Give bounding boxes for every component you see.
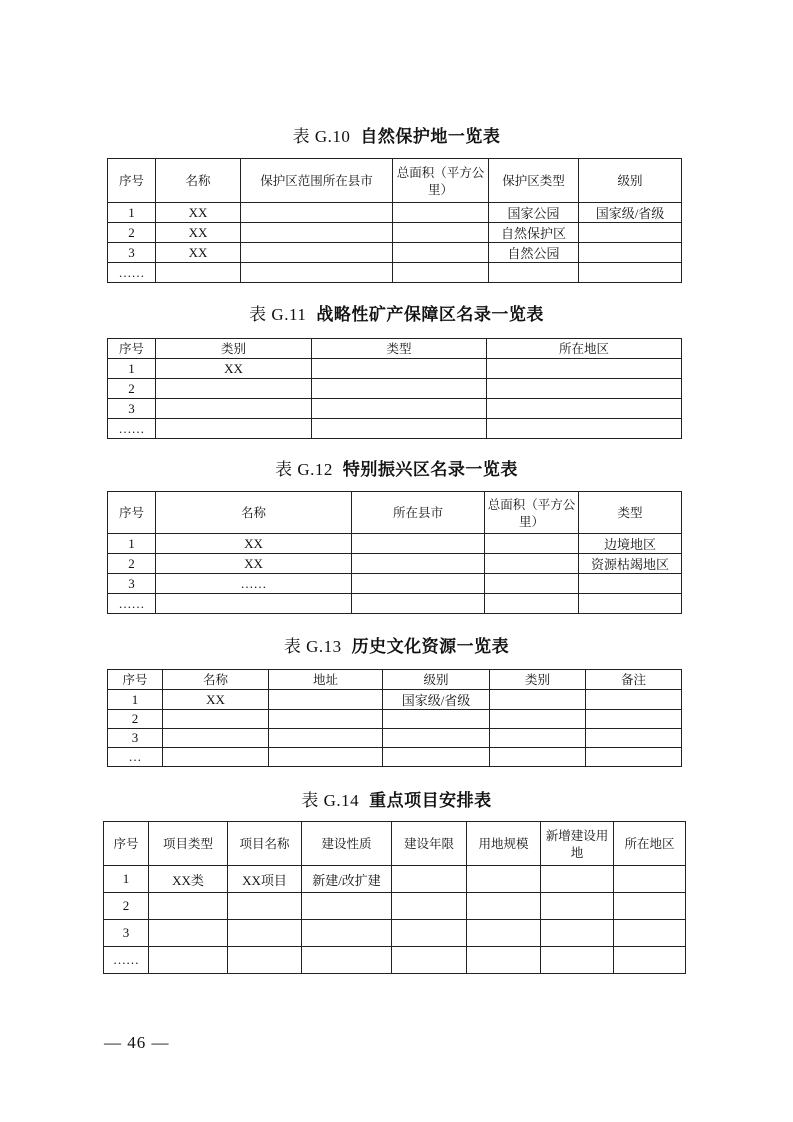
table-row: [108, 710, 682, 729]
protected-areas-table: [107, 158, 682, 283]
table-cell: 3: [108, 574, 156, 594]
column-header: 所在县市: [352, 492, 485, 534]
table-row: [108, 359, 682, 379]
table-name: 战略性矿产保障区名录一览表: [316, 305, 544, 325]
key-projects-table: [103, 821, 686, 974]
table-cell: [541, 947, 614, 974]
table-cell: 国家级/省级: [579, 203, 682, 223]
column-header: 序号: [108, 670, 163, 690]
table-cell: [579, 223, 682, 243]
column-header: 类别: [490, 670, 586, 690]
table-cell: 边境地区: [579, 534, 682, 554]
column-header: 名称: [156, 159, 241, 203]
column-header: 地址: [269, 670, 383, 690]
table-cell: [541, 893, 614, 920]
table-cell: [312, 399, 487, 419]
column-header: 建设年限: [392, 822, 467, 866]
table-row: [108, 243, 682, 263]
table-row: [104, 920, 686, 947]
table-cell: [228, 893, 302, 920]
table-cell: 2: [108, 554, 156, 574]
table-cell: [490, 729, 586, 748]
table-title: [0, 786, 793, 811]
table-row: [108, 263, 682, 283]
table-cell: [228, 947, 302, 974]
table-cell: [467, 866, 541, 893]
table-cell: [393, 243, 489, 263]
column-header: 类别: [156, 339, 312, 359]
column-header: 级别: [579, 159, 682, 203]
table-cell: [393, 263, 489, 283]
table-cell: [163, 729, 269, 748]
table-cell: [149, 947, 228, 974]
table-row: [108, 574, 682, 594]
table-cell: [392, 866, 467, 893]
table-cell: [579, 263, 682, 283]
table-cell: [383, 710, 490, 729]
column-header: 序号: [108, 492, 156, 534]
table-cell: [467, 920, 541, 947]
cultural-heritage-table: [107, 669, 682, 767]
table-cell: [312, 379, 487, 399]
table-cell: [312, 359, 487, 379]
table-cell: [228, 920, 302, 947]
table-row: [108, 399, 682, 419]
table-cell: [302, 947, 392, 974]
table-cell: [269, 748, 383, 767]
table-code: 表 G.12: [275, 460, 333, 479]
table-row: [104, 893, 686, 920]
table-cell: [485, 594, 579, 614]
column-header: 序号: [108, 339, 156, 359]
table-cell: [241, 263, 393, 283]
table-cell: 3: [104, 920, 149, 947]
table-cell: XX: [156, 243, 241, 263]
column-header: 保护区类型: [489, 159, 579, 203]
table-code: 表 G.10: [292, 127, 351, 146]
table-row: [104, 866, 686, 893]
table-cell: 1: [104, 866, 149, 893]
table-cell: [302, 920, 392, 947]
column-header: 总面积（平方公里）: [485, 492, 579, 534]
table-cell: [156, 263, 241, 283]
column-header: 序号: [104, 822, 149, 866]
table-cell: 1: [108, 534, 156, 554]
table-row: [108, 379, 682, 399]
table-cell: 2: [108, 710, 163, 729]
table-cell: [487, 399, 682, 419]
table-row: [108, 203, 682, 223]
table-cell: [489, 263, 579, 283]
table-cell: ……: [104, 947, 149, 974]
table-row: [108, 223, 682, 243]
table-cell: [579, 243, 682, 263]
column-header: 建设性质: [302, 822, 392, 866]
table-cell: [163, 748, 269, 767]
table-title: [0, 455, 793, 480]
column-header: 保护区范围所在县市: [241, 159, 393, 203]
column-header: 名称: [163, 670, 269, 690]
table-cell: [467, 893, 541, 920]
table-cell: [614, 866, 686, 893]
table-cell: [467, 947, 541, 974]
table-cell: [586, 690, 682, 710]
table-cell: XX项目: [228, 866, 302, 893]
column-header: 名称: [156, 492, 352, 534]
column-header: 所在地区: [614, 822, 686, 866]
table-cell: [393, 223, 489, 243]
column-header: 新增建设用地: [541, 822, 614, 866]
strategic-minerals-table: [107, 338, 682, 439]
table-cell: [541, 866, 614, 893]
table-cell: [490, 748, 586, 767]
table-header-row: [108, 670, 682, 690]
table-cell: ……: [108, 419, 156, 439]
table-header-row: [108, 159, 682, 203]
column-header: 项目名称: [228, 822, 302, 866]
table-cell: [352, 594, 485, 614]
table-cell: XX: [156, 223, 241, 243]
table-cell: [614, 920, 686, 947]
table-cell: 1: [108, 690, 163, 710]
column-header: 所在地区: [487, 339, 682, 359]
table-cell: [149, 920, 228, 947]
table-cell: [269, 729, 383, 748]
table-title: [0, 300, 793, 325]
table-cell: XX: [156, 534, 352, 554]
table-cell: [241, 203, 393, 223]
table-cell: [490, 710, 586, 729]
table-cell: ……: [108, 263, 156, 283]
table-cell: XX: [163, 690, 269, 710]
table-cell: [241, 223, 393, 243]
table-cell: [352, 534, 485, 554]
table-name: 自然保护地一览表: [360, 127, 501, 147]
table-cell: …: [108, 748, 163, 767]
table-cell: 自然保护区: [489, 223, 579, 243]
page-number: — 46 —: [104, 1033, 170, 1052]
table-cell: [487, 419, 682, 439]
table-row: [108, 554, 682, 574]
table-row: [104, 947, 686, 974]
table-cell: [302, 893, 392, 920]
table-cell: [579, 594, 682, 614]
table-cell: 1: [108, 203, 156, 223]
column-header: 序号: [108, 159, 156, 203]
table-cell: [487, 379, 682, 399]
table-cell: ……: [156, 574, 352, 594]
table-name: 特别振兴区名录一览表: [342, 460, 518, 480]
table-cell: [156, 399, 312, 419]
table-cell: [487, 359, 682, 379]
table-cell: [352, 574, 485, 594]
table-cell: XX类: [149, 866, 228, 893]
table-cell: [393, 203, 489, 223]
table-cell: [485, 574, 579, 594]
table-cell: [241, 243, 393, 263]
table-cell: 3: [108, 729, 163, 748]
table-cell: 3: [108, 243, 156, 263]
table-cell: XX: [156, 203, 241, 223]
table-row: [108, 748, 682, 767]
column-header: 用地规模: [467, 822, 541, 866]
table-cell: 国家公园: [489, 203, 579, 223]
table-cell: 自然公园: [489, 243, 579, 263]
column-header: 类型: [312, 339, 487, 359]
table-row: [108, 534, 682, 554]
column-header: 总面积（平方公里）: [393, 159, 489, 203]
table-cell: [392, 920, 467, 947]
table-cell: [383, 729, 490, 748]
table-cell: 2: [104, 893, 149, 920]
table-cell: [312, 419, 487, 439]
column-header: 类型: [579, 492, 682, 534]
table-cell: [156, 594, 352, 614]
table-code: 表 G.14: [301, 791, 360, 810]
table-name: 历史文化资源一览表: [351, 637, 510, 657]
table-cell: [485, 554, 579, 574]
table-cell: 国家级/省级: [383, 690, 490, 710]
table-cell: 3: [108, 399, 156, 419]
table-cell: [392, 893, 467, 920]
table-name: 重点项目安排表: [369, 791, 492, 811]
table-cell: [269, 710, 383, 729]
table-cell: [163, 710, 269, 729]
table-cell: [614, 893, 686, 920]
table-code: 表 G.13: [283, 637, 342, 656]
table-cell: [586, 748, 682, 767]
table-cell: 1: [108, 359, 156, 379]
table-cell: [352, 554, 485, 574]
table-cell: 2: [108, 379, 156, 399]
table-cell: [586, 729, 682, 748]
table-code: 表 G.11: [249, 305, 307, 324]
revitalization-zones-table: [107, 491, 682, 614]
table-cell: [156, 419, 312, 439]
table-cell: ……: [108, 594, 156, 614]
table-cell: [614, 947, 686, 974]
table-cell: [579, 574, 682, 594]
table-cell: 新建/改扩建: [302, 866, 392, 893]
table-cell: [586, 710, 682, 729]
table-row: [108, 729, 682, 748]
table-cell: [485, 534, 579, 554]
table-cell: [156, 379, 312, 399]
table-cell: [269, 690, 383, 710]
table-row: [108, 690, 682, 710]
table-cell: [383, 748, 490, 767]
table-title: [0, 122, 793, 147]
table-cell: XX: [156, 554, 352, 574]
table-cell: [541, 920, 614, 947]
table-row: [108, 594, 682, 614]
column-header: 项目类型: [149, 822, 228, 866]
table-cell: 2: [108, 223, 156, 243]
table-cell: XX: [156, 359, 312, 379]
table-header-row: [108, 339, 682, 359]
table-header-row: [104, 822, 686, 866]
table-cell: [392, 947, 467, 974]
table-title: [0, 632, 793, 657]
column-header: 备注: [586, 670, 682, 690]
table-cell: [149, 893, 228, 920]
table-cell: 资源枯竭地区: [579, 554, 682, 574]
column-header: 级别: [383, 670, 490, 690]
table-row: [108, 419, 682, 439]
table-header-row: [108, 492, 682, 534]
table-cell: [490, 690, 586, 710]
